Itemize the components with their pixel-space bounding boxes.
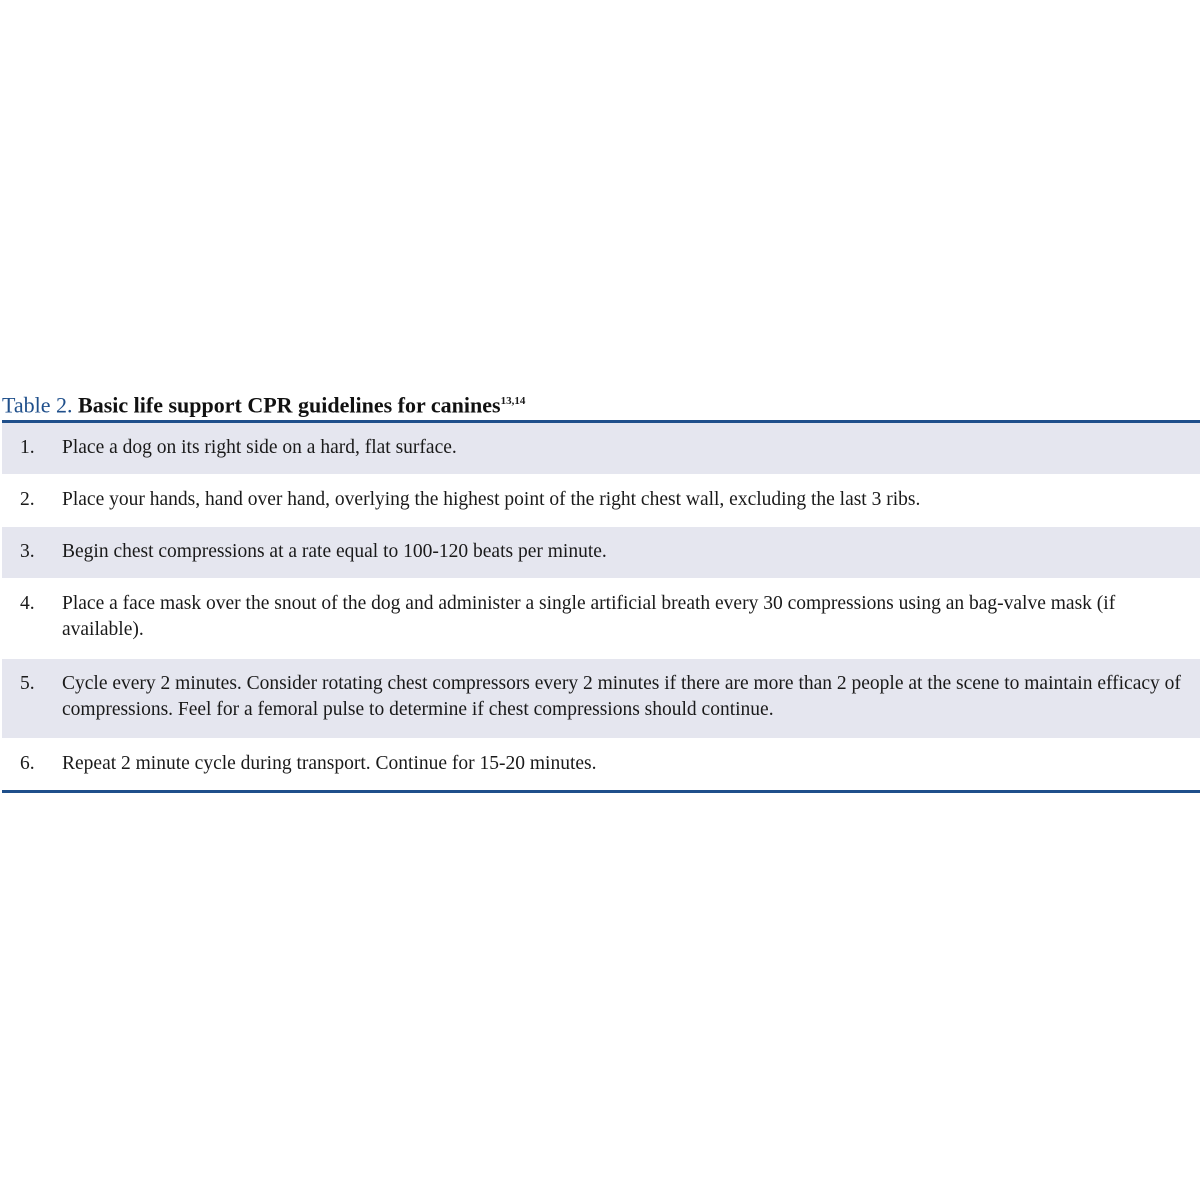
step-number: 3.	[20, 541, 35, 562]
table-row	[2, 579, 1200, 659]
step-number: 4.	[20, 593, 35, 614]
step-number: 5.	[20, 673, 35, 694]
table-row	[2, 527, 1200, 579]
step-text: Begin chest compressions at a rate equal to 100-120 beats per minute.	[62, 541, 607, 562]
step-text: Place a face mask over the snout of the dog and administer a single artificial breath every 30 compressions using an bag-valve mask (if available).	[62, 593, 1116, 640]
step-number: 1.	[20, 437, 35, 458]
step-number: 6.	[20, 753, 35, 774]
table-row	[2, 475, 1200, 527]
step-text: Repeat 2 minute cycle during transport. Continue for 15-20 minutes.	[62, 753, 597, 774]
table-caption	[2, 386, 1200, 420]
table-bottom-rule	[2, 790, 1200, 793]
cpr-guidelines-table	[2, 386, 1200, 793]
table-label: Table 2.	[2, 392, 73, 418]
table-row	[2, 423, 1200, 475]
table-references: 13,14	[500, 395, 526, 407]
step-number: 2.	[20, 489, 35, 510]
table-row	[2, 739, 1200, 790]
step-text: Place your hands, hand over hand, overlying the highest point of the right chest wall, excluding the last 3 ribs.	[62, 489, 921, 510]
step-text: Cycle every 2 minutes. Consider rotating chest compressors every 2 minutes if there are more than 2 people at the scene to maintain efficacy of compressions. Feel for a femoral pulse to determine if chest compressions should continue.	[62, 673, 1181, 720]
step-text: Place a dog on its right side on a hard, flat surface.	[62, 437, 457, 458]
table-row	[2, 659, 1200, 739]
table-title: Basic life support CPR guidelines for canines	[78, 392, 501, 418]
